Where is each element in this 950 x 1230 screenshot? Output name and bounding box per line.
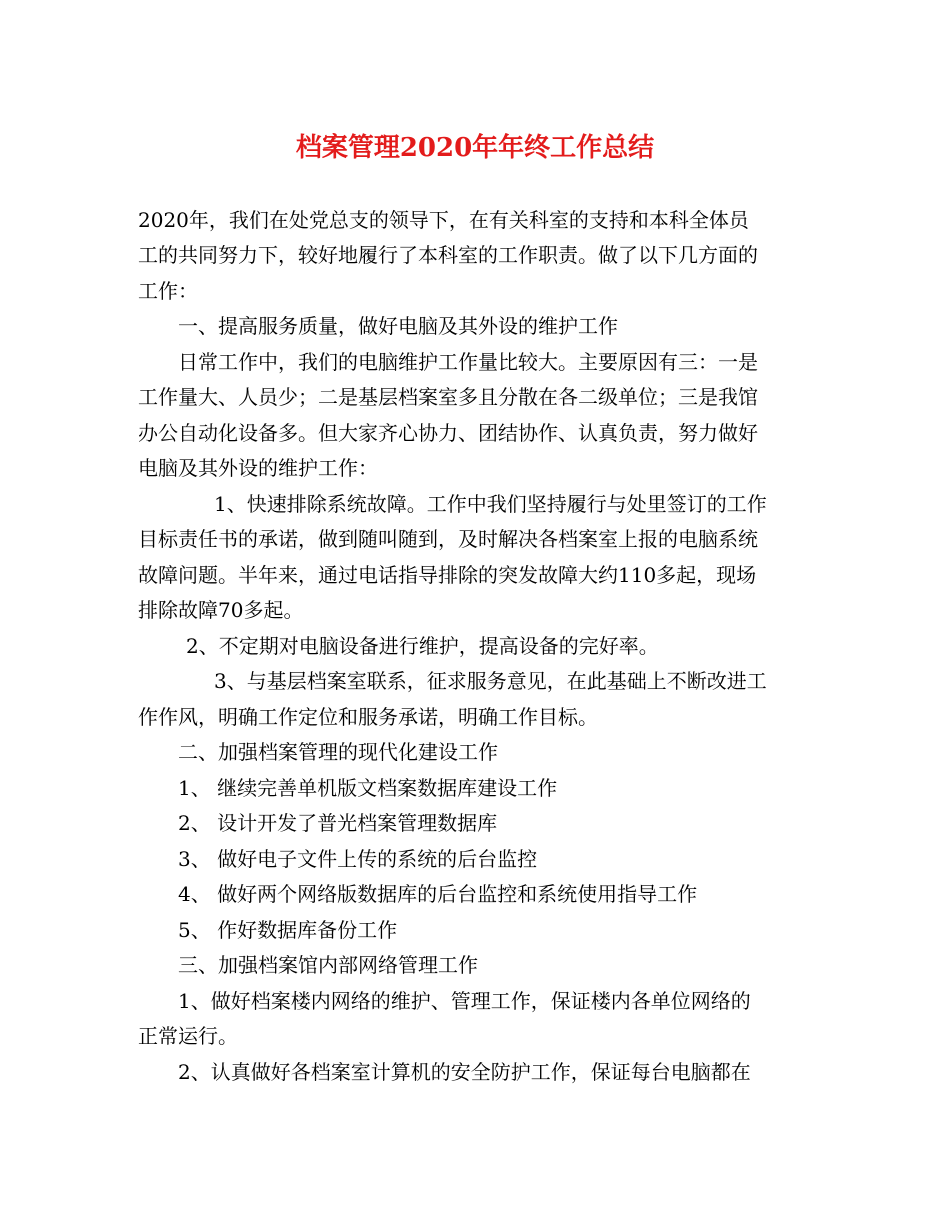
body-line: 办公自动化设备多。但大家齐心协力、团结协作、认真负责，努力做好 [138,421,758,445]
body-line: 1、快速排除系统故障。工作中我们坚持履行与处里签订的工作 [214,492,767,516]
body-line: 1、做好档案楼内网络的维护、管理工作，保证楼内各单位网络的 [178,989,751,1013]
section-heading: 二、加强档案管理的现代化建设工作 [178,740,498,764]
body-line: 工作量大、人员少；二是基层档案室多且分散在各二级单位；三是我馆 [138,385,758,409]
body-line: 排除故障70多起。 [138,598,304,622]
body-line: 工作： [138,279,198,303]
body-line: 2020年，我们在处党总支的领导下，在有关科室的支持和本科全体员 [138,208,749,232]
body-line: 2、认真做好各档案室计算机的安全防护工作，保证每台电脑都在 [178,1060,751,1084]
list-item: 4、 做好两个网络版数据库的后台监控和系统使用指导工作 [178,882,698,906]
body-line: 日常工作中，我们的电脑维护工作量比较大。主要原因有三：一是 [178,350,758,374]
list-item: 5、 作好数据库备份工作 [178,918,398,942]
section-heading: 一、提高服务质量，做好电脑及其外设的维护工作 [178,314,618,338]
body-line: 3、与基层档案室联系，征求服务意见，在此基础上不断改进工 [214,669,767,693]
section-heading: 三、加强档案馆内部网络管理工作 [178,953,478,977]
body-line: 目标责任书的承诺，做到随叫随到，及时解决各档案室上报的电脑系统 [138,527,758,551]
body-line: 正常运行。 [138,1024,238,1048]
body-line: 故障问题。半年来，通过电话指导排除的突发故障大约110多起，现场 [138,563,757,587]
body-line: 电脑及其外设的维护工作： [138,456,378,480]
body-line: 工的共同努力下，较好地履行了本科室的工作职责。做了以下几方面的 [138,243,758,267]
document-title: 档案管理2020年年终工作总结 [295,133,655,163]
list-item: 3、 做好电子文件上传的系统的后台监控 [178,847,538,871]
list-item: 1、 继续完善单机版文档案数据库建设工作 [178,776,558,800]
list-item: 2、 设计开发了普光档案管理数据库 [178,811,498,835]
body-line: 作作风，明确工作定位和服务承诺，明确工作目标。 [138,705,598,729]
body-line: 2、不定期对电脑设备进行维护，提高设备的完好率。 [186,634,659,658]
